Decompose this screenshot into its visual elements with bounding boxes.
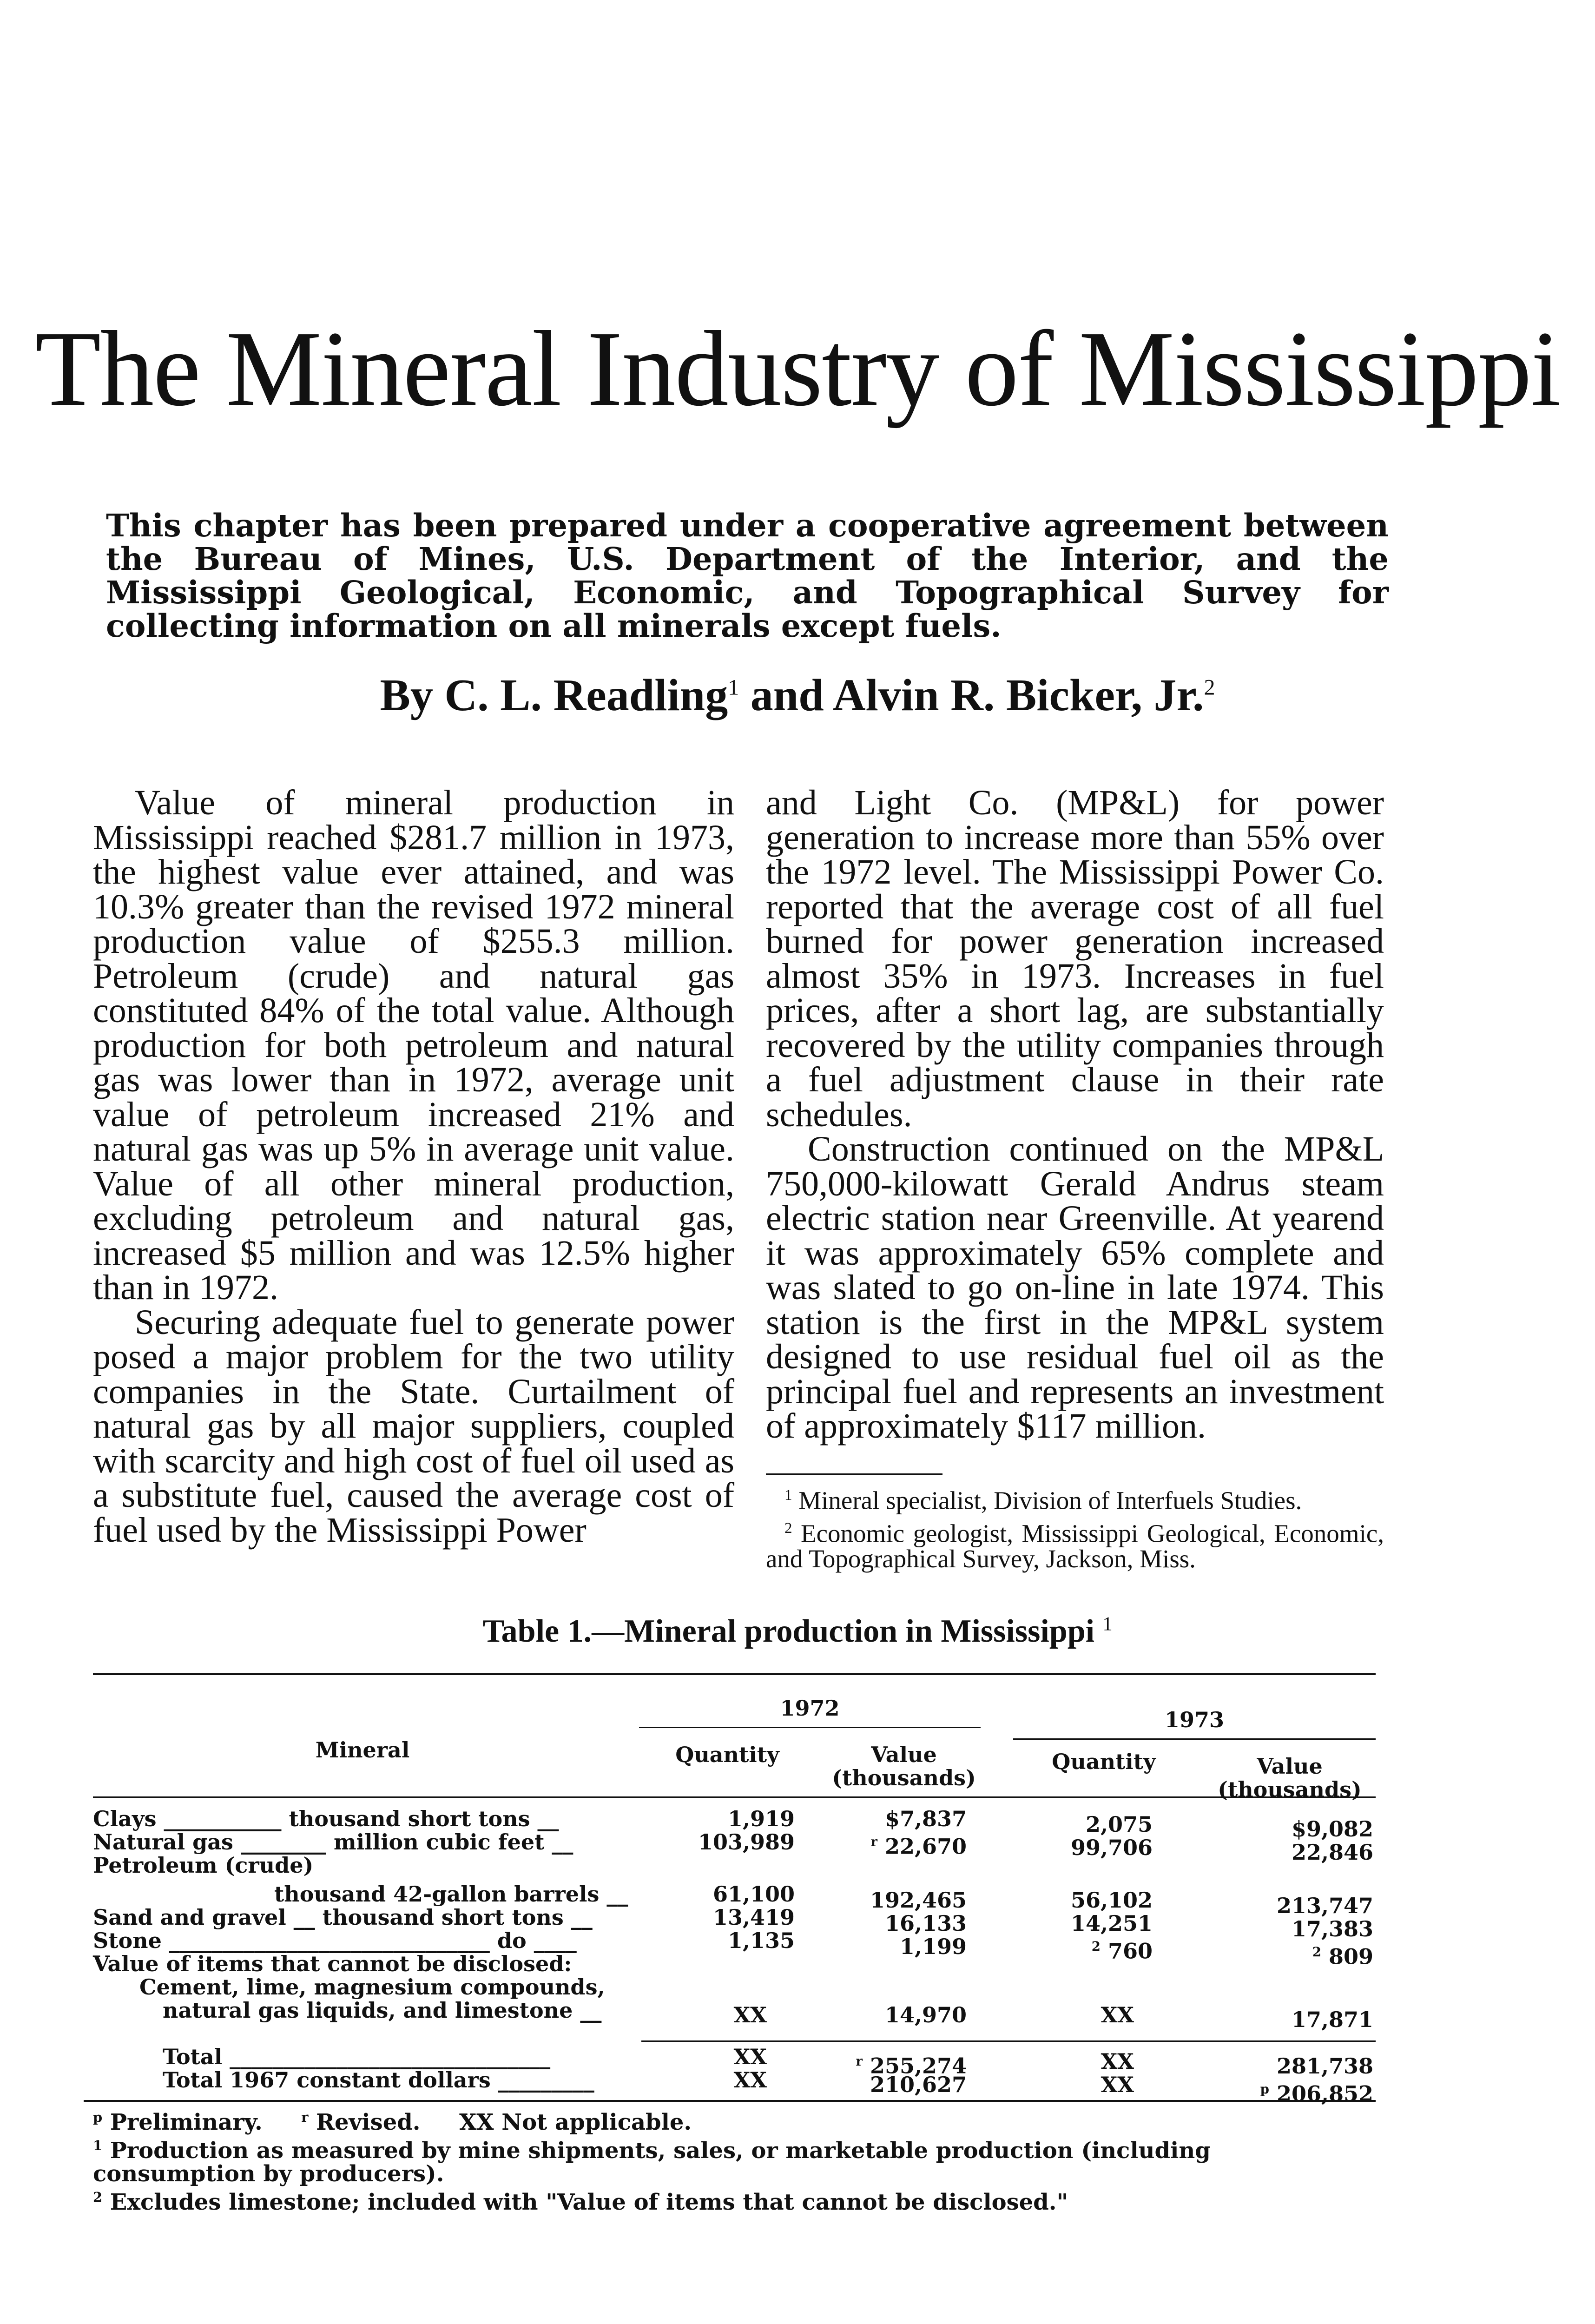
value-text: 22,670: [884, 1834, 967, 1859]
note-mark: 1: [93, 2138, 103, 2153]
row-label-undisclosed: Cement, lime, magnesium compounds,: [139, 1974, 605, 2000]
row-label: Stone ______________________________ do ____: [93, 1928, 577, 1953]
footnote-divider: [766, 1473, 942, 1475]
byline-author-2: and Alvin R. Bicker, Jr.: [739, 670, 1204, 720]
header-year-1973: 1973: [1164, 1707, 1225, 1732]
header-value-1973: Value: [1257, 1754, 1323, 1779]
value-1972: $7,837: [884, 1806, 967, 1831]
footnote-1: [766, 1483, 1384, 1513]
row-label: Natural gas ________ million cubic feet __: [93, 1829, 573, 1855]
footnote-text: Mineral specialist, Division of Interfuels Studies.: [798, 1486, 1302, 1515]
revised-mark: r: [856, 2053, 863, 2069]
total-rule: [641, 2040, 1376, 2042]
header-year-1972: 1972: [780, 1696, 840, 1721]
value-1972: 192,465: [870, 1888, 967, 1913]
header-quantity-1972: Quantity: [675, 1742, 779, 1767]
value-1973: 22,846: [1291, 1840, 1373, 1865]
value-1973: 17,383: [1291, 1916, 1373, 1941]
header-value-1972: Value: [871, 1742, 937, 1767]
byline: [0, 669, 1595, 721]
table-caption-mark: 1: [1102, 1613, 1113, 1635]
table-note-2: [93, 2185, 1376, 2214]
footnote-mark: 2: [1312, 1944, 1321, 1960]
quantity-1973: XX: [1101, 2072, 1134, 2097]
row-label: Sand and gravel __ thousand short tons __: [93, 1905, 593, 1930]
value-1973: [1208, 1941, 1373, 1968]
header-quantity-1973: Quantity: [1052, 1749, 1156, 1774]
year-1973-rule: [1013, 1738, 1376, 1740]
row-label: Total 1967 constant dollars _________: [163, 2067, 594, 2093]
quantity-1972: XX: [733, 2067, 767, 2093]
table-caption-text: Table 1.—Mineral production in Mississippi: [482, 1613, 1095, 1649]
note-mark: p: [93, 2109, 103, 2125]
value-1973: 17,871: [1291, 2007, 1373, 2032]
value-text: 760: [1107, 1938, 1153, 1964]
value-1973: [1208, 2078, 1373, 2105]
footnotes: [766, 1483, 1384, 1574]
revised-mark: r: [870, 1834, 877, 1849]
table-note-legend: [93, 2106, 1376, 2134]
quantity-1973: 99,706: [1070, 1835, 1153, 1860]
quantity-1973: [1022, 1935, 1153, 1962]
footnote-mark: 2: [784, 1520, 792, 1537]
body-column-left: [93, 783, 734, 1550]
quantity-1973: 2,075: [1085, 1812, 1153, 1837]
row-label-undisclosed: Value of items that cannot be disclosed:: [93, 1951, 572, 1976]
row-label-petroleum: Petroleum (crude): [93, 1853, 314, 1878]
preliminary-mark: p: [1260, 2081, 1269, 2097]
value-1972: 1,199: [899, 1934, 967, 1959]
value-1972: 210,627: [870, 2072, 967, 2097]
note-text: Excludes limestone; included with "Value of items that cannot be disclosed.": [110, 2189, 1068, 2215]
quantity-1972: XX: [733, 2044, 767, 2069]
row-label: Total ______________________________: [163, 2044, 551, 2069]
value-text: 255,274: [870, 2053, 967, 2079]
row-label: thousand 42-gallon barrels __: [274, 1882, 628, 1907]
body-paragraph: Value of mineral production in Mississippi reached $281.7 million in 1973, the highest value ever attained, and was 10.3% greater than the revised 1972 mineral production value of $255.3 million. Petroleum (crude) and natural gas constituted 84% of the total value. Although production for both petroleum and natural gas was lower than in 1972, average unit value of petroleum increased 21% and natural gas was up 5% in average unit value. Value of all other mineral production, excluding petroleum and natural gas, increased $5 million and was 12.5% higher than in 1972.: [93, 783, 734, 1307]
table-top-rule: [93, 1673, 1376, 1675]
value-1972: 16,133: [884, 1911, 967, 1936]
byline-author-1: By C. L. Readling: [380, 670, 728, 720]
body-paragraph: Securing adequate fuel to generate power posed a major problem for the two utility companies in the State. Curtailment of natural gas by all major suppliers, coupled with scarcity and high cost of fuel oil used as a substitute fuel, caused the average cost of fuel used by the Mississippi Power: [93, 1302, 734, 1550]
table-note-1: [93, 2134, 1376, 2185]
quantity-1973: 56,102: [1070, 1888, 1153, 1913]
value-text: 809: [1328, 1944, 1373, 1969]
quantity-1973: XX: [1101, 2002, 1134, 2027]
page-title: The Mineral Industry of Mississippi: [35, 309, 1560, 429]
header-value-unit-1973: (thousands): [1218, 1777, 1362, 1802]
value-1972: [827, 1830, 967, 1858]
note-text: Revised.: [316, 2109, 421, 2135]
note-mark: 2: [93, 2189, 103, 2205]
row-label: Clays ___________ thousand short tons __: [93, 1806, 559, 1831]
header-mineral: Mineral: [315, 1737, 410, 1763]
value-1973: 213,747: [1276, 1893, 1373, 1918]
body-paragraph: Construction continued on the MP&L 750,000-kilowatt Gerald Andrus steam electric station near Greenville. At yearend it was approximately 65% complete and was slated to go on-line in late 1974. This station is the first in the MP&L system designed to use residual fuel oil as the principal fuel and represents an investment of approximately $117 million.: [766, 1129, 1384, 1446]
value-1973: $9,082: [1291, 1816, 1373, 1842]
footnote-text: Economic geologist, Mississippi Geological, Economic, and Topographical Survey, Jackson, Miss.: [766, 1519, 1384, 1573]
quantity-1972: 103,989: [698, 1829, 795, 1855]
body-column-right: [766, 783, 1384, 1446]
header-bottom-rule: [93, 1796, 1376, 1798]
quantity-1972: 13,419: [712, 1905, 795, 1930]
table-caption: [0, 1613, 1595, 1650]
body-paragraph: and Light Co. (MP&L) for power generation to increase more than 55% over the 1972 level. The Mississippi Power Co. reported that the average cost of all fuel burned for power generation increased almost 35% in 1973. Increases in fuel prices, after a short lag, are substantially recovered by the utility companies through a fuel adjustment clause in their rate schedules.: [766, 783, 1384, 1134]
note-text: Production as measured by mine shipments, sales, or marketable production (including consumption by producers).: [93, 2138, 1211, 2187]
quantity-1972: 1,919: [727, 1806, 795, 1831]
cooperative-agreement-note: This chapter has been prepared under a cooperative agreement between the Bureau of Mines, U.S. Department of the Interior, and the Mississippi Geological, Economic, and Topographical Survey for collecting information on all minerals except fuels.: [106, 507, 1389, 644]
note-text: XX Not applicable.: [459, 2109, 692, 2135]
table-bottom-rule: [84, 2100, 1376, 2102]
quantity-1972: XX: [733, 2002, 767, 2027]
footnote-mark: 2: [1091, 1939, 1101, 1954]
quantity-1973: 14,251: [1070, 1911, 1153, 1936]
table-notes: [93, 2106, 1376, 2214]
row-label: natural gas liquids, and limestone __: [163, 1998, 602, 2023]
quantity-1972: 1,135: [727, 1928, 795, 1953]
value-text: 206,852: [1276, 2081, 1373, 2106]
year-1972-rule: [639, 1727, 981, 1728]
note-text: Preliminary.: [110, 2109, 263, 2135]
value-1973: 281,738: [1276, 2053, 1373, 2079]
quantity-1973: XX: [1101, 2049, 1134, 2074]
value-1972: 14,970: [884, 2002, 967, 2027]
header-value-unit-1972: (thousands): [832, 1765, 976, 1790]
footnote-2: [766, 1516, 1384, 1571]
footnote-mark: 1: [784, 1487, 792, 1504]
byline-footnote-mark-1: 1: [728, 675, 739, 700]
byline-footnote-mark-2: 2: [1204, 675, 1215, 700]
note-mark: r: [301, 2109, 309, 2125]
quantity-1972: 61,100: [712, 1882, 795, 1907]
